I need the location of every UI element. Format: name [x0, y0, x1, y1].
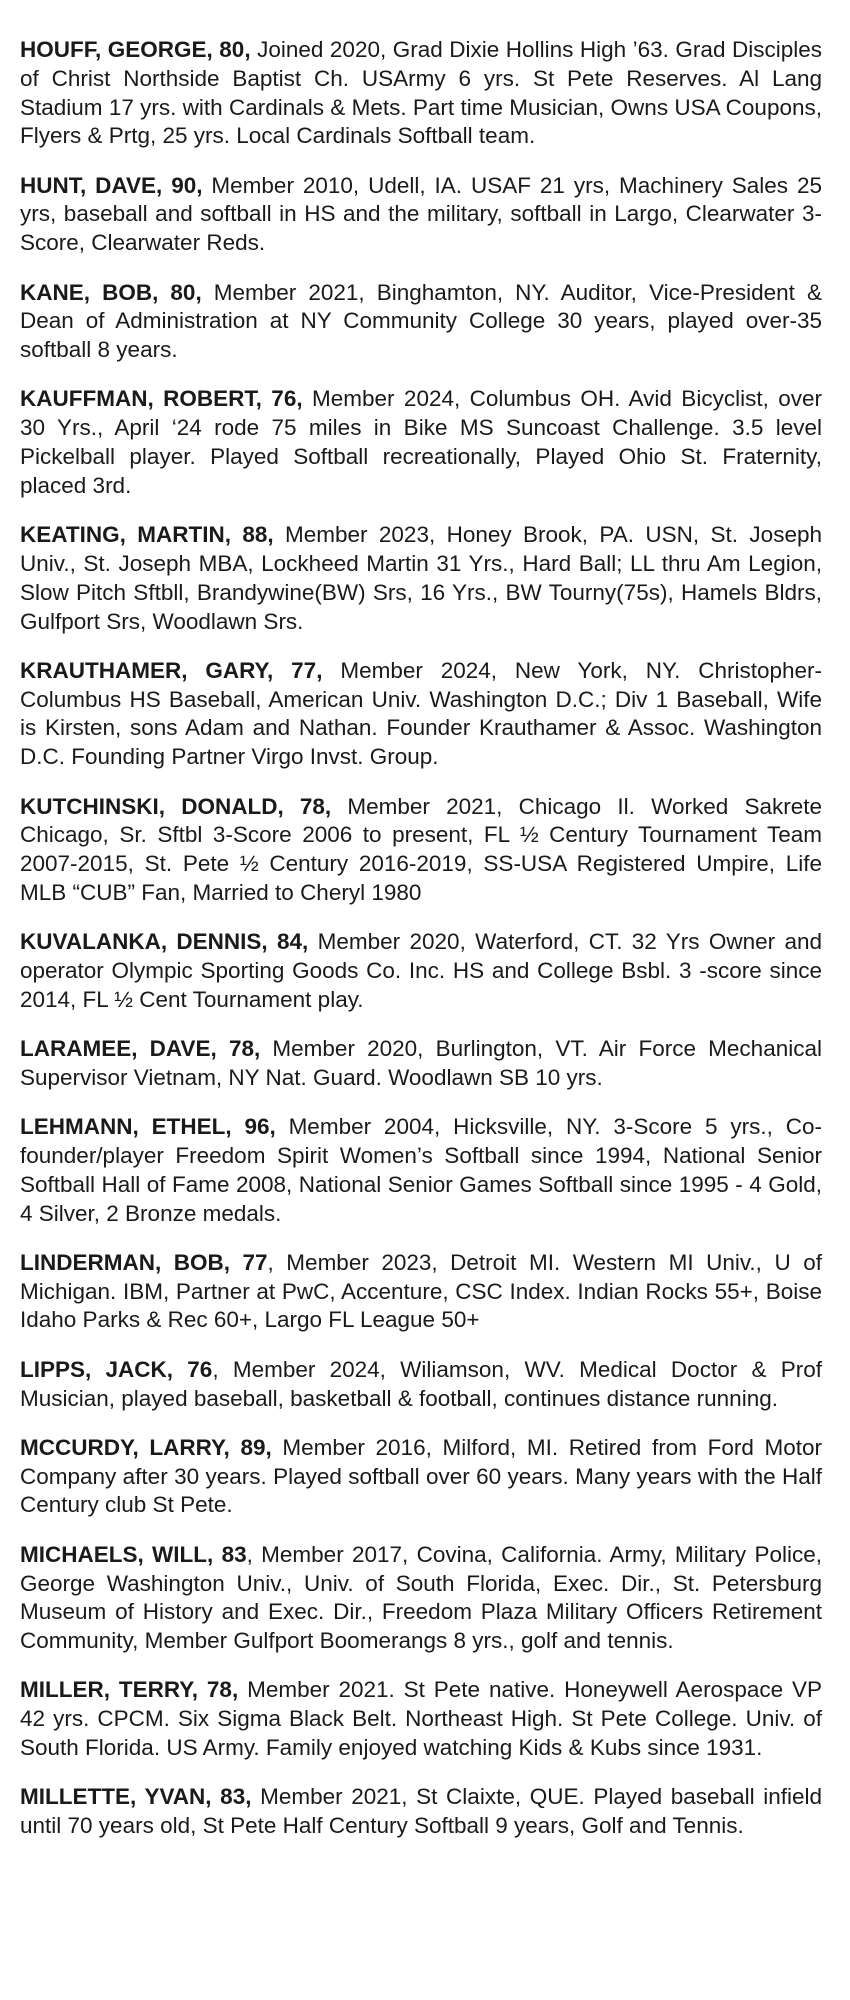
member-entry-houff	[20, 36, 822, 151]
member-bio: Member 2016, Milford, MI. Retired from Ford Motor Company after 30 years. Played softball over 60 years. Many years with the Half Century club St Pete.	[20, 1434, 822, 1518]
member-bio: Member 2010, Udell, IA. USAF 21 yrs, Machinery Sales 25 yrs, baseball and softball in HS and the military, softball in Largo, Clearwater 3-Score, Clearwater Reds.	[20, 172, 823, 256]
member-name: KUTCHINSKI, DONALD, 78,	[20, 793, 332, 819]
member-name: LIPPS, JACK, 76	[20, 1356, 213, 1382]
member-name: MILLETTE, YVAN, 83,	[20, 1784, 252, 1810]
member-bio: Member 2024, New York, NY. Christopher-Columbus HS Baseball, American Univ. Washington D.C.; Div 1 Baseball, Wife is Kirsten, sons Adam and Nathan. Founder Krauthamer & Assoc. Washington D.C. Founding Partner Virgo Invst. Group.	[20, 657, 822, 770]
member-name: HOUFF, GEORGE, 80,	[20, 37, 251, 62]
member-name: MILLER, TERRY, 78,	[20, 1677, 239, 1703]
member-name: KEATING, MARTIN, 88,	[20, 522, 274, 548]
member-bio: Member 2024, Columbus OH. Avid Bicyclist, over 30 Yrs., April ‘24 rode 75 miles in Bike MS Suncoast Challenge. 3.5 level Pickelball player. Played Softball recreationally, Played Ohio St. Fraternity, placed 3rd.	[20, 386, 822, 498]
member-bio: Member 2020, Waterford, CT. 32 Yrs Owner and operator Olympic Sporting Goods Co. Inc. HS and College Bsbl. 3 -score since 2014, FL ½ Cent Tournament play.	[20, 929, 822, 1012]
member-entry-krauthamer	[20, 657, 822, 772]
member-entry-mccurdy	[20, 1434, 822, 1520]
member-entry-kane	[20, 279, 822, 365]
member-bio: Member 2021, St Claixte, QUE. Played baseball infield until 70 years old, St Pete Half Century Softball 9 years, Golf and Tennis.	[20, 1784, 823, 1839]
member-name: LEHMANN, ETHEL, 96,	[20, 1114, 276, 1140]
member-entry-kauffman	[20, 385, 822, 500]
member-bio: Joined 2020, Grad Dixie Hollins High ’63. Grad Disciples of Christ Northside Baptist Ch. USArmy 6 yrs. St Pete Reserves. Al Lang Stadium 17 yrs. with Cardinals & Mets. Part time Musician, Owns USA Coupons, Flyers & Prtg, 25 yrs. Local Cardinals Softball team.	[20, 37, 822, 149]
member-name: MICHAELS, WILL, 83	[20, 1541, 247, 1567]
member-bio: , Member 2017, Covina, California. Army, Military Police, George Washington Univ., Univ. of South Florida, Exec. Dir., St. Petersburg Museum of History and Exec. Dir., Freedom Plaza Military Officers Retirement Community, Member Gulfport Boomerangs 8 yrs., golf and tennis.	[20, 1541, 822, 1654]
member-name: MCCURDY, LARRY, 89,	[20, 1434, 272, 1460]
member-entry-millette	[20, 1783, 822, 1841]
member-bio: , Member 2024, Wiliamson, WV. Medical Doctor & Prof Musician, played baseball, basketball & football, continues distance running.	[20, 1356, 822, 1411]
member-name: LARAMEE, DAVE, 78,	[20, 1036, 261, 1062]
member-entry-michaels	[20, 1541, 822, 1656]
member-entry-kuvalanka	[20, 928, 822, 1014]
member-name: LINDERMAN, BOB, 77	[20, 1249, 268, 1275]
member-entry-miller	[20, 1676, 822, 1762]
member-entry-lehmann	[20, 1113, 822, 1228]
member-name: KRAUTHAMER, GARY, 77,	[20, 657, 323, 683]
member-entry-hunt	[20, 172, 822, 258]
member-bio: Member 2021. St Pete native. Honeywell Aerospace VP 42 yrs. CPCM. Six Sigma Black Belt. Northeast High. St Pete College. Univ. of South Florida. US Army. Family enjoyed watching Kids & Kubs since 1931.	[20, 1677, 822, 1761]
member-bio: Member 2021, Chicago Il. Worked Sakrete Chicago, Sr. Sftbl 3-Score 2006 to present, FL ½ Century Tournament Team 2007-2015, St. Pete ½ Century 2016-2019, SS-USA Registered Umpire, Life MLB “CUB” Fan, Married to Cheryl 1980	[20, 793, 822, 905]
member-entry-linderman	[20, 1249, 822, 1335]
member-bio: , Member 2023, Detroit MI. Western MI Univ., U of Michigan. IBM, Partner at PwC, Accenture, CSC Index. Indian Rocks 55+, Boise Idaho Parks & Rec 60+, Largo FL League 50+	[20, 1249, 822, 1333]
member-name: KUVALANKA, DENNIS, 84,	[20, 929, 309, 955]
member-bio: Member 2004, Hicksville, NY. 3-Score 5 yrs., Co-founder/player Freedom Spirit Women’s Softball since 1994, National Senior Softball Hall of Fame 2008, National Senior Games Softball since 1995 - 4 Gold, 4 Silver, 2 Bronze medals.	[20, 1114, 822, 1226]
member-entry-kutchinski	[20, 793, 822, 908]
member-entry-laramee	[20, 1035, 822, 1093]
member-entry-lipps	[20, 1356, 822, 1414]
member-bio: Member 2021, Binghamton, NY. Auditor, Vice-President & Dean of Administration at NY Community College 30 years, played over-35 softball 8 years.	[20, 279, 822, 363]
member-directory-page	[20, 36, 822, 1861]
member-name: KAUFFMAN, ROBERT, 76,	[20, 386, 303, 412]
member-bio: Member 2020, Burlington, VT. Air Force Mechanical Supervisor Vietnam, NY Nat. Guard. Woodlawn SB 10 yrs.	[20, 1036, 822, 1090]
member-name: KANE, BOB, 80,	[20, 279, 202, 305]
member-entry-keating	[20, 521, 822, 636]
member-bio: Member 2023, Honey Brook, PA. USN, St. Joseph Univ., St. Joseph MBA, Lockheed Martin 31 Yrs., Hard Ball; LL thru Am Legion, Slow Pitch Sftbll, Brandywine(BW) Srs, 16 Yrs., BW Tourny(75s), Hamels Bldrs, Gulfport Srs, Woodlawn Srs.	[20, 522, 822, 634]
member-name: HUNT, DAVE, 90,	[20, 172, 203, 198]
